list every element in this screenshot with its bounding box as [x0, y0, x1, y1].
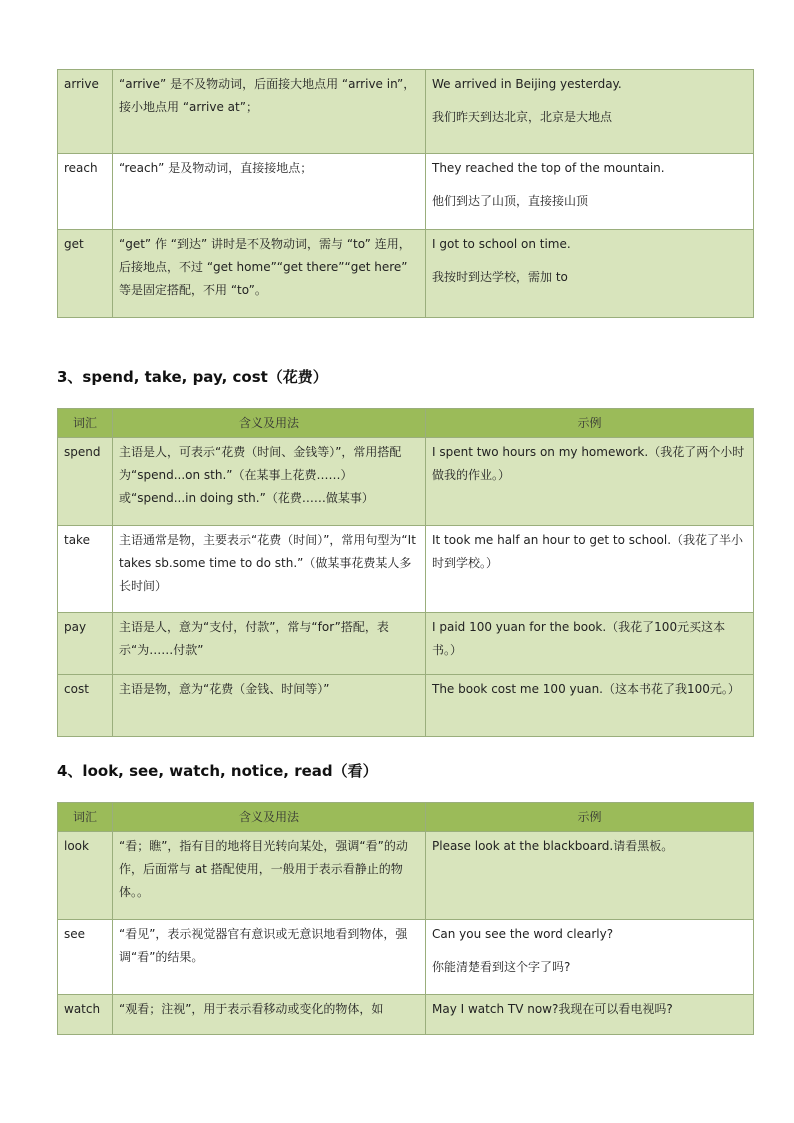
header-word: 词汇	[58, 803, 113, 832]
example-cell	[426, 230, 754, 318]
example-cell	[426, 613, 754, 675]
word-cell: see	[58, 920, 113, 995]
word-cell: take	[58, 526, 113, 613]
word-cell: pay	[58, 613, 113, 675]
verb-table-arrive	[57, 69, 754, 318]
table-row	[58, 832, 754, 920]
usage-cell: 主语是人，可表示“花费（时间、金钱等）”，常用搭配为“spend...on sth.”（在某事上花费……）或“spend...in doing sth.”（花费……做某事）	[113, 438, 426, 526]
table-row	[58, 438, 754, 526]
section-title-look: 4、look, see, watch, notice, read（看）	[57, 762, 378, 780]
usage-cell: “get” 作 “到达” 讲时是不及物动词，需与 “to” 连用，后接地点，不过 “get home”“get there”“get here” 等是固定搭配，不用 “to”。	[113, 230, 426, 318]
table-row	[58, 613, 754, 675]
example-en: I got to school on time.	[432, 237, 571, 251]
example-en: The book cost me 100 yuan.（这本书花了我100元。）	[432, 682, 740, 696]
word-cell: cost	[58, 675, 113, 737]
table-row	[58, 154, 754, 230]
example-zh: 我们昨天到达北京，北京是大地点	[432, 110, 613, 124]
table-header-row	[58, 409, 754, 438]
example-en: We arrived in Beijing yesterday.	[432, 77, 622, 91]
usage-cell: 主语通常是物，主要表示“花费（时间）”，常用句型为“It takes sb.some time to do sth.”（做某事花费某人多长时间）	[113, 526, 426, 613]
table-row	[58, 526, 754, 613]
example-zh: 你能清楚看到这个字了吗?	[432, 960, 571, 974]
example-en: I paid 100 yuan for the book.（我花了100元买这本书。）	[432, 620, 726, 657]
usage-cell: “arrive” 是不及物动词，后面接大地点用 “arrive in”，接小地点用 “arrive at”；	[113, 70, 426, 154]
usage-cell: “观看；注视”，用于表示看移动或变化的物体，如	[113, 995, 426, 1035]
usage-cell: 主语是物，意为“花费（金钱、时间等）”	[113, 675, 426, 737]
word-cell: look	[58, 832, 113, 920]
example-zh: 他们到达了山顶，直接接山顶	[432, 194, 589, 208]
usage-cell: “看；瞧”，指有目的地将目光转向某处，强调“看”的动作，后面常与 at 搭配使用，一般用于表示看静止的物体。。	[113, 832, 426, 920]
usage-cell: “看见”，表示视觉器官有意识或无意识地看到物体，强调“看”的结果。	[113, 920, 426, 995]
usage-cell: 主语是人，意为“支付，付款”，常与“for”搭配，表示“为……付款”	[113, 613, 426, 675]
section-title-spend: 3、spend, take, pay, cost（花费）	[57, 368, 328, 386]
word-cell: spend	[58, 438, 113, 526]
example-en: May I watch TV now?我现在可以看电视吗?	[432, 1002, 673, 1016]
example-en: They reached the top of the mountain.	[432, 161, 665, 175]
example-en: I spent two hours on my homework.（我花了两个小时做我的作业。）	[432, 445, 745, 482]
example-en: Please look at the blackboard.请看黑板。	[432, 839, 674, 853]
table-row	[58, 230, 754, 318]
example-en: Can you see the word clearly?	[432, 927, 614, 941]
example-en: It took me half an hour to get to school.（我花了半小时到学校。）	[432, 533, 744, 570]
usage-cell: “reach” 是及物动词，直接接地点；	[113, 154, 426, 230]
table-row	[58, 995, 754, 1035]
word-cell: reach	[58, 154, 113, 230]
example-cell	[426, 995, 754, 1035]
example-cell	[426, 832, 754, 920]
example-cell	[426, 70, 754, 154]
example-cell	[426, 675, 754, 737]
word-cell: get	[58, 230, 113, 318]
example-cell	[426, 920, 754, 995]
word-cell: arrive	[58, 70, 113, 154]
verb-table-look	[57, 802, 754, 1035]
header-example: 示例	[426, 409, 754, 438]
word-cell: watch	[58, 995, 113, 1035]
table-row	[58, 675, 754, 737]
example-zh: 我按时到达学校，需加 to	[432, 270, 568, 284]
example-cell	[426, 438, 754, 526]
table-row	[58, 70, 754, 154]
header-word: 词汇	[58, 409, 113, 438]
header-usage: 含义及用法	[113, 803, 426, 832]
table-row	[58, 920, 754, 995]
header-usage: 含义及用法	[113, 409, 426, 438]
example-cell	[426, 526, 754, 613]
verb-table-spend	[57, 408, 754, 737]
table-header-row	[58, 803, 754, 832]
example-cell	[426, 154, 754, 230]
header-example: 示例	[426, 803, 754, 832]
